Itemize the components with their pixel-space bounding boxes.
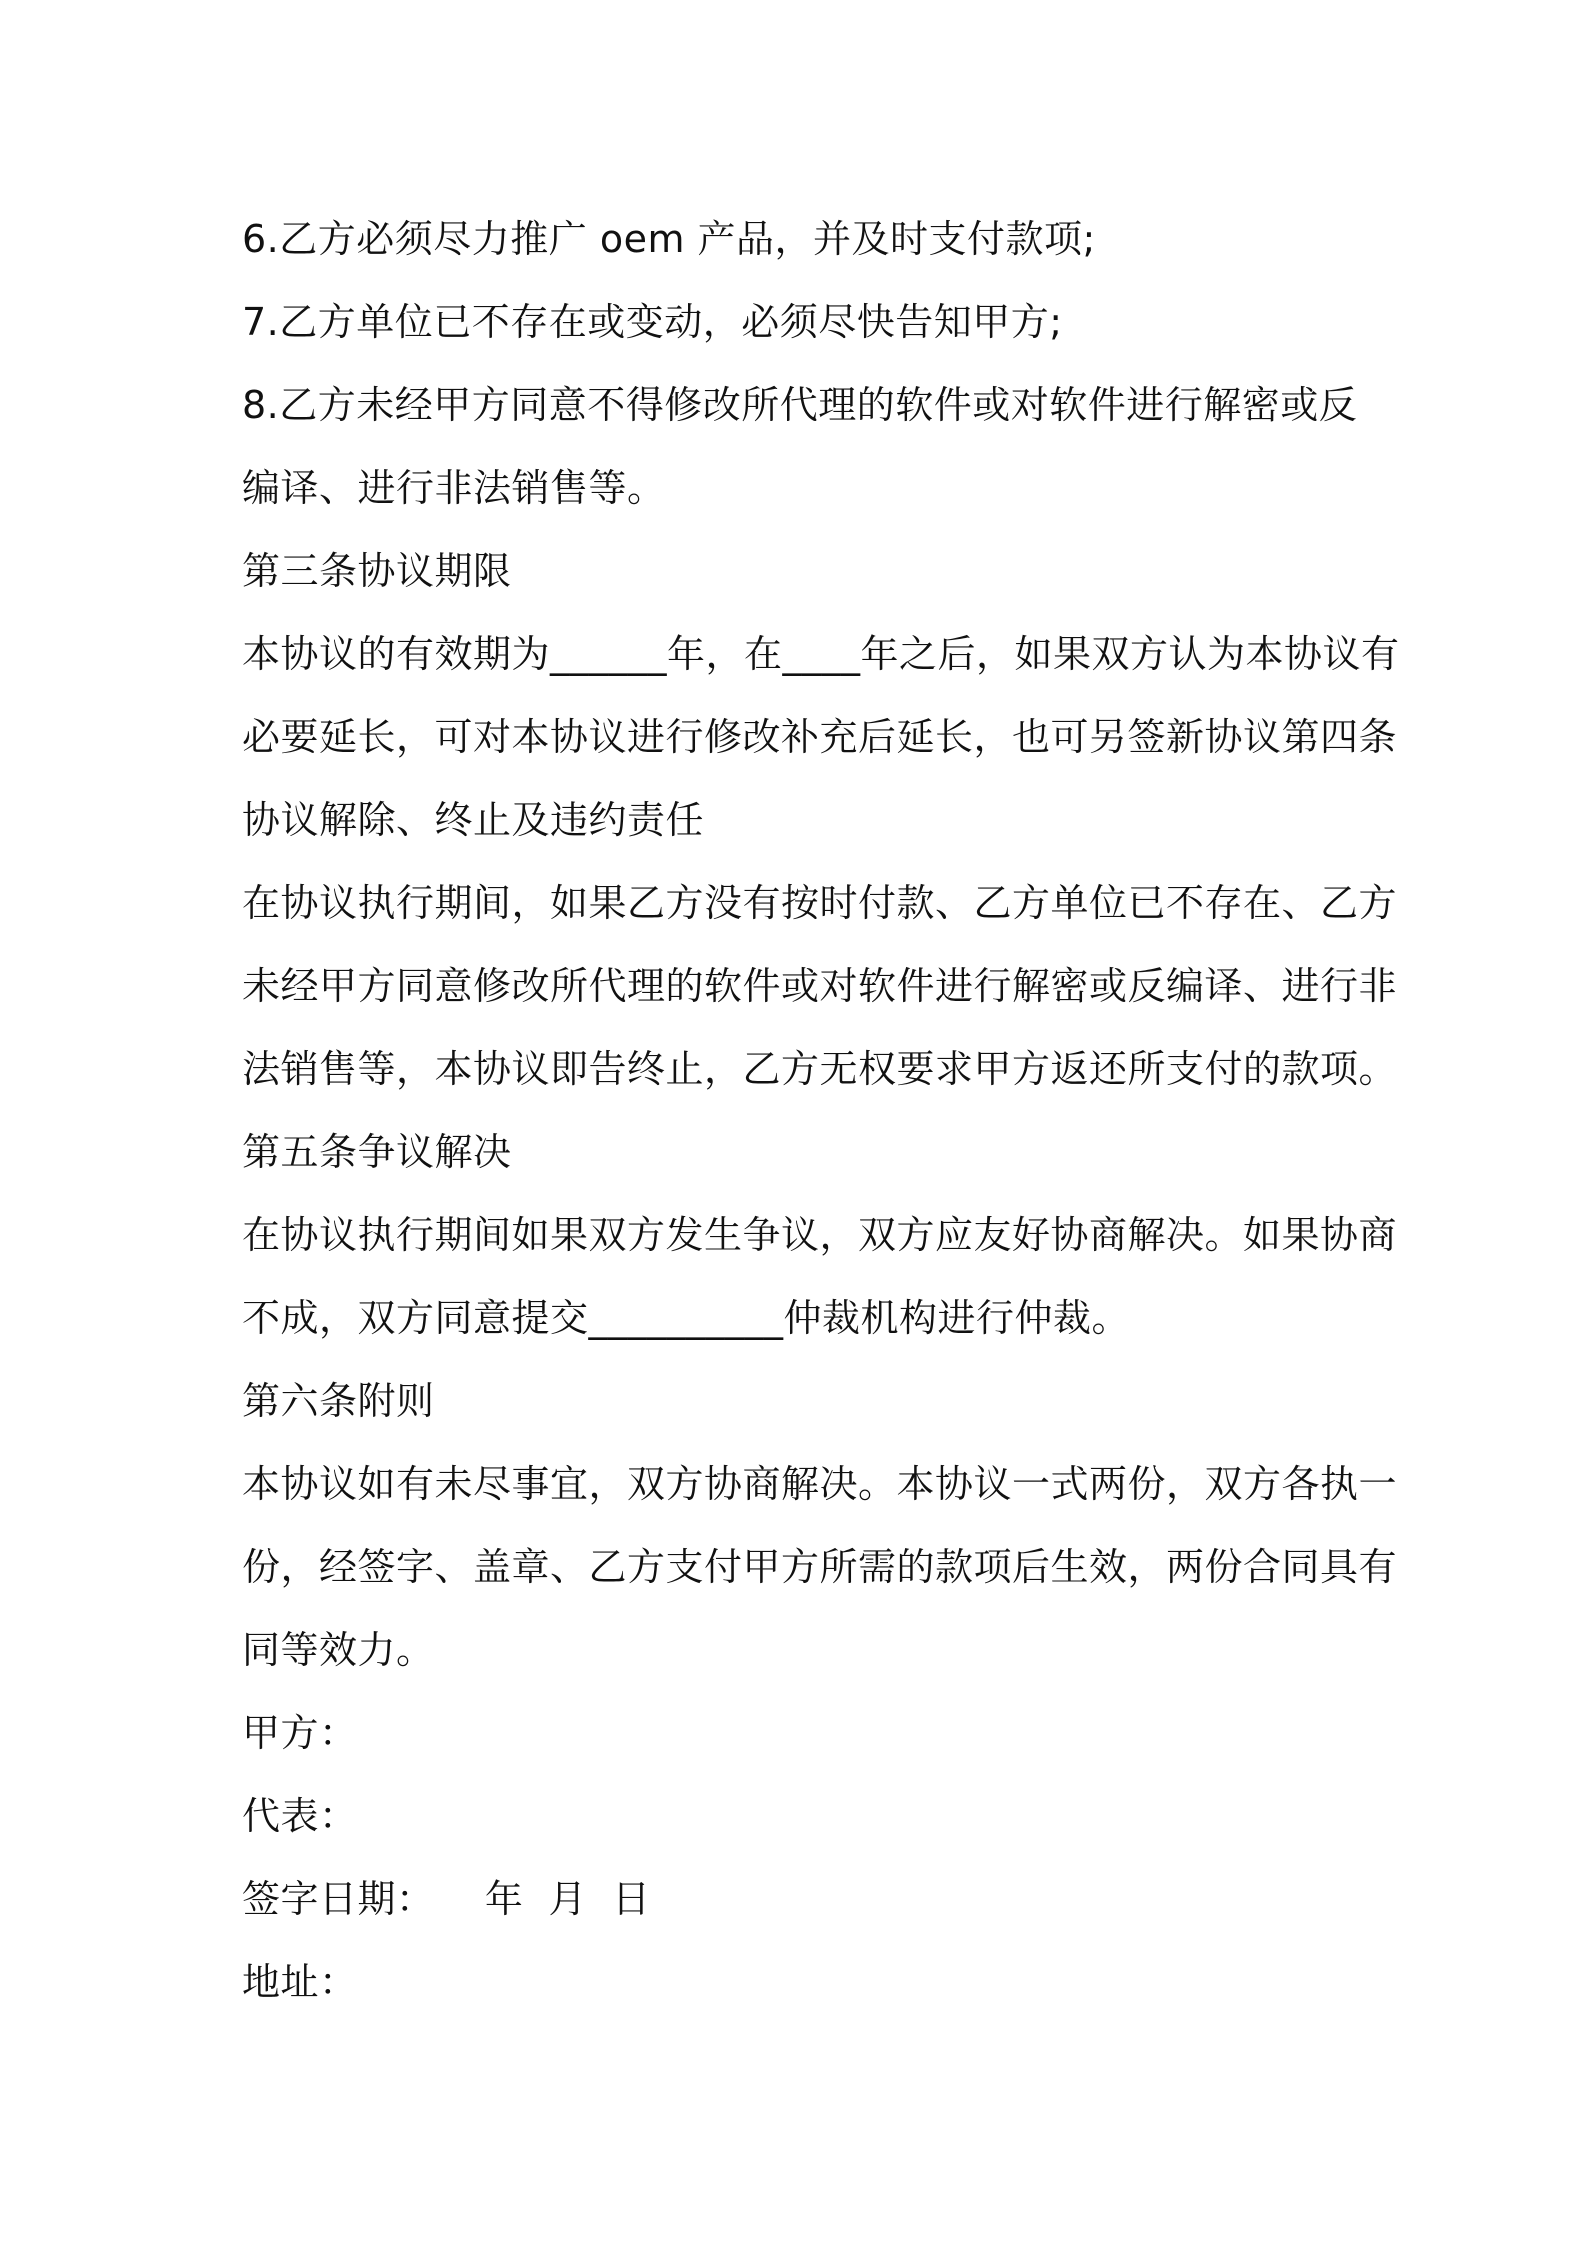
article-4-heading: 协议解除、终止及违约责任 <box>242 798 705 842</box>
article-5-paragraph: 在协议执行期间如果双方发生争议，双方应友好协商解决。如果协商 <box>242 1213 1398 1257</box>
clause-8-text-cont: 编译、进行非法销售等。 <box>242 466 666 510</box>
article-3-paragraph: 本协议的有效期为______年，在____年之后，如果双方认为本协议有 <box>242 632 1400 676</box>
article-6-paragraph-end: 同等效力。 <box>242 1628 435 1672</box>
address-label: 地址： <box>242 1960 358 2004</box>
clause-8-text: 8.乙方未经甲方同意不得修改所代理的软件或对软件进行解密或反 <box>242 383 1358 427</box>
article-4-paragraph-cont: 未经甲方同意修改所代理的软件或对软件进行解密或反编译、进行非 <box>242 964 1398 1008</box>
article-6-paragraph-cont: 份，经签字、盖章、乙方支付甲方所需的款项后生效，两份合同具有 <box>242 1545 1398 1589</box>
article-4-paragraph: 在协议执行期间，如果乙方没有按时付款、乙方单位已不存在、乙方 <box>242 881 1398 925</box>
signature-date-label: 签字日期： 年 月 日 <box>242 1877 651 1921</box>
article-5-paragraph-cont: 不成，双方同意提交__________仲裁机构进行仲裁。 <box>242 1296 1131 1340</box>
clause-6-text: 6.乙方必须尽力推广 oem 产品，并及时支付款项; <box>242 217 1096 261</box>
clause-7-text: 7.乙方单位已不存在或变动，必须尽快告知甲方; <box>242 300 1063 344</box>
article-6-paragraph: 本协议如有未尽事宜，双方协商解决。本协议一式两份，双方各执一 <box>242 1462 1398 1506</box>
article-3-paragraph-cont: 必要延长，可对本协议进行修改补充后延长，也可另签新协议第四条 <box>242 715 1398 759</box>
article-4-paragraph-end: 法销售等，本协议即告终止，乙方无权要求甲方返还所支付的款项。 <box>242 1047 1398 1091</box>
representative-label: 代表： <box>242 1794 358 1838</box>
party-a-label: 甲方： <box>242 1711 358 1755</box>
article-6-heading: 第六条附则 <box>242 1379 435 1423</box>
document-page <box>242 198 1400 2024</box>
article-5-heading: 第五条争议解决 <box>242 1130 512 1174</box>
article-3-heading: 第三条协议期限 <box>242 549 512 593</box>
